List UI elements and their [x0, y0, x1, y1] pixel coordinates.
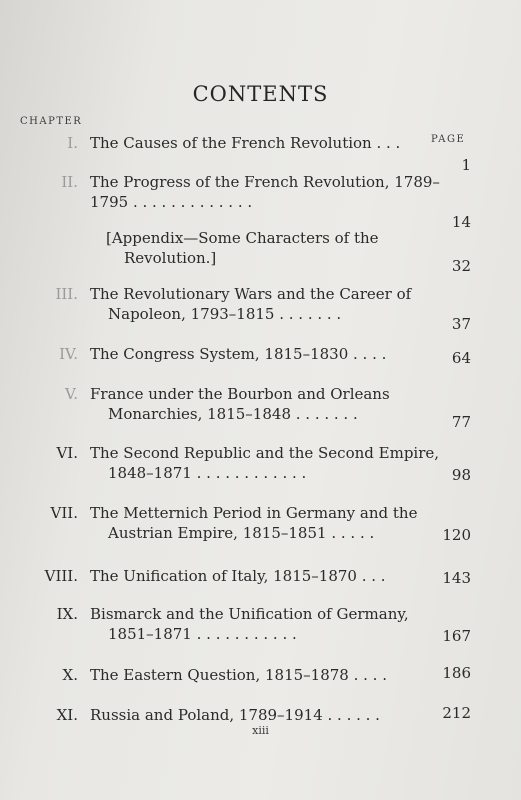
- chapter-column-header: CHAPTER: [20, 116, 83, 127]
- chapter-number: VIII.: [44, 567, 78, 585]
- page-number: 98: [451, 466, 471, 484]
- page-number: 167: [442, 627, 471, 645]
- entry-title-line: The Unification of Italy, 1815–1870 . . .: [90, 567, 386, 585]
- entry-title-line: The Metternich Period in Germany and the: [90, 504, 418, 522]
- page-number: 77: [451, 413, 471, 431]
- chapter-number: III.: [55, 285, 78, 303]
- page-number: 64: [451, 349, 471, 367]
- entry-title-line: The Congress System, 1815–1830 . . . .: [90, 345, 387, 363]
- page-number: 14: [451, 213, 471, 231]
- chapter-number: I.: [67, 134, 78, 152]
- chapter-number: II.: [61, 173, 78, 191]
- entry-title-line: Revolution.]: [124, 249, 217, 267]
- chapter-number: V.: [65, 385, 78, 403]
- chapter-number: IX.: [56, 605, 78, 623]
- entry-title-line: The Revolutionary Wars and the Career of: [90, 285, 412, 303]
- entry-title-line: Napoleon, 1793–1815 . . . . . . .: [108, 305, 342, 323]
- page-number: 143: [442, 569, 471, 587]
- chapter-number: VII.: [50, 504, 78, 522]
- entry-title-line: The Eastern Question, 1815–1878 . . . .: [90, 666, 387, 684]
- page-number: 37: [451, 315, 471, 333]
- entry-title-line: 1848–1871 . . . . . . . . . . . .: [108, 464, 307, 482]
- entry-title-line: The Second Republic and the Second Empire,: [90, 444, 440, 462]
- chapter-number: IV.: [59, 345, 78, 363]
- folio-number: xiii: [252, 724, 269, 737]
- page-number: 32: [451, 257, 471, 275]
- page-number: 186: [442, 664, 471, 682]
- entry-title-line: Russia and Poland, 1789–1914 . . . . . .: [90, 706, 380, 724]
- page-title: CONTENTS: [192, 82, 329, 106]
- entry-title-line: France under the Bourbon and Orleans: [90, 385, 390, 403]
- chapter-number: X.: [62, 666, 78, 684]
- chapter-number: VI.: [56, 444, 78, 462]
- page-column-header: PAGE: [431, 134, 466, 145]
- entry-title-line: Austrian Empire, 1815–1851 . . . . .: [108, 524, 375, 542]
- entry-title-line: 1795 . . . . . . . . . . . . .: [90, 193, 253, 211]
- entry-title-line: 1851–1871 . . . . . . . . . . .: [108, 625, 297, 643]
- entry-title-line: Bismarck and the Unification of Germany,: [90, 605, 409, 623]
- page-number: 212: [442, 704, 471, 722]
- entry-title-line: Monarchies, 1815–1848 . . . . . . .: [108, 405, 358, 423]
- chapter-number: XI.: [56, 706, 78, 724]
- page-number: 120: [442, 526, 471, 544]
- entry-title-line: [Appendix—Some Characters of the: [106, 229, 379, 247]
- entry-title-line: The Causes of the French Revolution . . .: [90, 134, 401, 152]
- entry-title-line: The Progress of the French Revolution, 1789–: [90, 173, 440, 191]
- page-number: 1: [461, 156, 471, 174]
